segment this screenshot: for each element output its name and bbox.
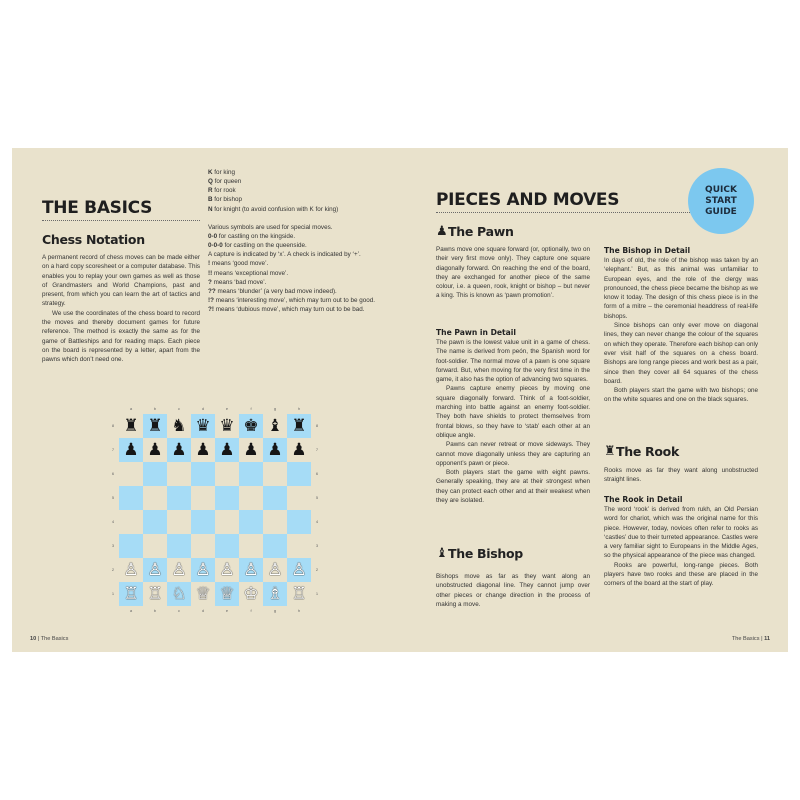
board-square [287, 438, 311, 462]
notation-symbol: ! [208, 260, 211, 268]
board-square [143, 414, 167, 438]
chess-piece: ♖ [123, 584, 139, 604]
board-square [119, 486, 143, 510]
notation-meaning: means ‘dubious move’, which may turn out to be bad. [213, 306, 365, 314]
rank-label: 2 [315, 567, 319, 572]
chess-piece: ♙ [219, 560, 235, 580]
file-label: h [297, 608, 301, 613]
board-square [191, 558, 215, 582]
board-square [143, 582, 167, 606]
board-square [215, 582, 239, 606]
chess-piece: ♚ [243, 416, 259, 436]
board-square [215, 438, 239, 462]
bishop-detail [604, 256, 758, 405]
piece-letter-item [208, 195, 378, 204]
board-square [167, 582, 191, 606]
rank-label: 4 [315, 519, 319, 524]
board-square [239, 438, 263, 462]
symbol-item [208, 250, 378, 259]
board-square [167, 486, 191, 510]
badge-line: GUIDE [705, 206, 737, 217]
board-square [287, 414, 311, 438]
rook-detail-heading: The Rook in Detail [604, 495, 683, 504]
board-square [287, 462, 311, 486]
bishop-intro [436, 572, 590, 609]
rank-label: 1 [111, 591, 115, 596]
board-square [143, 438, 167, 462]
board-square [215, 462, 239, 486]
running-head: The Basics [731, 636, 760, 642]
paragraph: Both players start the game with two bishops; one on the white squares and one on the black squares. [604, 387, 758, 404]
board-square [119, 582, 143, 606]
rook-icon: ♜ [604, 444, 616, 459]
page-number: 10 [30, 636, 37, 642]
bishop-heading: The Bishop [448, 546, 523, 561]
rank-label: 3 [315, 543, 319, 548]
right-folio: The Basics | 11 [731, 636, 770, 642]
right-page [400, 148, 788, 652]
paragraph: The pawn is the lowest value unit in a game of chess. The name is derived from peón, the Spanish word for foot-soldier. The normal move of a pawn is one square forward. But, when moving for the very first time in the game, it also has the option of advancing two squares. [436, 339, 590, 384]
chess-piece: ♖ [147, 584, 163, 604]
chess-piece: ♟ [267, 440, 283, 460]
notation-meaning: A capture is indicated by ‘x’. A check is indicated by ‘+’. [208, 251, 361, 259]
paragraph: A permanent record of chess moves can be made either on a hard copy scoresheet or a computer database. This enables you to replay your own games as well as those of Grandmasters and World Champions, past and present, from which you can learn the art of tactics and strategy. [42, 254, 200, 308]
rank-label: 7 [111, 447, 115, 452]
board-square [215, 486, 239, 510]
board-square [239, 510, 263, 534]
paragraph: Pawns move one square forward (or, optionally, two on their very first move only). They capture one square diagonally forward. On reaching the end of the board, they are exchanged for another piece of the same colour, i.e. a queen, rook, knight or bishop – but never a king. This is known as ‘pawn promotion’. [436, 246, 590, 300]
notation-meaning: means ‘exceptional move’. [212, 269, 289, 277]
notation-symbol: K [208, 169, 213, 176]
chess-piece: ♙ [267, 560, 283, 580]
board-square [263, 462, 287, 486]
board-square [263, 534, 287, 558]
piece-letter-item [208, 177, 378, 186]
board-square [167, 438, 191, 462]
board-square [287, 558, 311, 582]
board-square [191, 438, 215, 462]
board-square [239, 414, 263, 438]
chess-piece: ♕ [219, 584, 235, 604]
page-number: 11 [764, 636, 770, 642]
chess-piece: ♙ [147, 560, 163, 580]
rook-heading: The Rook [616, 444, 679, 459]
symbols-intro: Various symbols are used for special moves. [208, 223, 333, 231]
chess-piece: ♟ [123, 440, 139, 460]
chess-piece: ♛ [219, 416, 235, 436]
file-label: d [201, 406, 205, 411]
paragraph: Rooks are powerful, long-range pieces. Both players have two rooks and these are placed in the corners of the board at the start of play. [604, 561, 758, 588]
file-label: d [201, 608, 205, 613]
notation-meaning: means ‘bad move’. [211, 278, 267, 286]
file-label: g [273, 406, 277, 411]
piece-letter-item [208, 205, 378, 214]
board-square [287, 534, 311, 558]
chess-piece: ♟ [195, 440, 211, 460]
chess-piece: ♟ [147, 440, 163, 460]
notation-meaning: for castling on the queenside. [222, 242, 307, 250]
board-square [239, 462, 263, 486]
board-square [167, 414, 191, 438]
notation-meaning: means ‘good move’. [210, 260, 269, 268]
pawn-heading: The Pawn [448, 224, 514, 239]
symbol-item [208, 232, 378, 241]
board-square [287, 510, 311, 534]
paragraph: The word ‘rook’ is derived from rukh, an Old Persian word for chariot, which was the original name for this piece. However, today, novices often refer to rooks as ‘castles’ due to their turreted appearance. Castles were a very familiar sight to Europeans in the Middle Ages, so the physical appearance of the piece was changed. [604, 506, 758, 560]
notation-symbol: N [208, 205, 213, 213]
board-square [119, 462, 143, 486]
board-square [239, 486, 263, 510]
pawn-icon: ♟ [436, 224, 448, 239]
board-square [167, 534, 191, 558]
board-square [191, 534, 215, 558]
chess-piece: ♕ [195, 584, 211, 604]
running-head: The Basics [40, 636, 69, 642]
chess-piece: ♘ [171, 584, 187, 604]
paragraph: Both players start the game with eight pawns. Generally speaking, they are at their strongest when they can protect each other and at their weakest when they are isolated. [436, 469, 590, 505]
paragraph: Pawns can never retreat or move sideways. They cannot move diagonally unless they are capturing an opponent’s pawn or piece. [436, 441, 590, 467]
symbol-item [208, 296, 378, 305]
rook-detail [604, 505, 758, 589]
chess-piece: ♖ [291, 584, 307, 604]
rook-intro [604, 466, 758, 485]
chess-piece: ♞ [171, 416, 187, 436]
chess-piece: ♗ [267, 584, 283, 604]
piece-letter-list [208, 168, 378, 214]
symbol-item [208, 241, 378, 250]
file-label: h [297, 406, 301, 411]
paragraph: We use the coordinates of the chess board to record the moves and thereby document games for future reference. The method is exactly the same as for the game of Battleships and for reading maps. Each piece on the board is represented by a letter, apart from the pawns which don’t need one. [42, 309, 200, 364]
file-label: g [273, 608, 277, 613]
symbol-list [208, 232, 378, 314]
symbol-item [208, 269, 378, 278]
notation-meaning: for castling on the kingside. [217, 232, 296, 240]
board-square [263, 510, 287, 534]
board-square [167, 462, 191, 486]
chess-piece: ♙ [291, 560, 307, 580]
board-square [215, 558, 239, 582]
rank-label: 1 [315, 591, 319, 596]
chess-piece: ♔ [243, 584, 259, 604]
chess-piece: ♙ [195, 560, 211, 580]
pawn-detail [436, 338, 590, 505]
chess-board [119, 414, 311, 606]
notation-symbol: !! [208, 269, 213, 277]
bishop-detail-heading: The Bishop in Detail [604, 246, 691, 255]
board-square [167, 510, 191, 534]
rank-label: 7 [315, 447, 319, 452]
file-label: c [178, 406, 180, 411]
file-label: e [225, 406, 229, 411]
chess-piece: ♜ [123, 416, 139, 436]
board-square [191, 510, 215, 534]
board-square [143, 486, 167, 510]
chess-piece: ♟ [291, 440, 307, 460]
rank-label: 5 [111, 495, 115, 500]
file-label: a [129, 608, 133, 613]
board-square [239, 582, 263, 606]
paragraph: Bishops move as far as they want along an unobstructed diagonal line. They cannot jump over other pieces or change direction in the process of making a move. [436, 573, 590, 608]
chess-piece: ♙ [123, 560, 139, 580]
paragraph: Pawns capture enemy pieces by moving one square diagonally forward. Think of a foot-soldier, marching into battle against an enemy foot-soldier. They both have shields to protect themselves from frontal blows, so they have to ‘stab’ each other at an oblique angle. [436, 385, 590, 439]
file-label: f [250, 406, 252, 411]
board-square [119, 414, 143, 438]
symbol-item [208, 287, 378, 296]
board-square [143, 558, 167, 582]
board-square [263, 558, 287, 582]
page-title: PIECES AND MOVES [436, 190, 620, 210]
file-label: f [250, 608, 252, 613]
notation-list [208, 168, 378, 314]
board-square [215, 510, 239, 534]
intro-text [42, 253, 200, 365]
rank-label: 8 [315, 423, 319, 428]
pawn-intro [436, 245, 590, 301]
board-square [263, 486, 287, 510]
chess-piece: ♙ [243, 560, 259, 580]
board-square [263, 582, 287, 606]
chess-piece: ♙ [171, 560, 187, 580]
board-square [239, 534, 263, 558]
board-square [239, 558, 263, 582]
board-square [119, 534, 143, 558]
rank-label: 6 [315, 471, 319, 476]
board-square [119, 438, 143, 462]
symbol-item [208, 278, 378, 287]
file-label: e [225, 608, 229, 613]
notation-symbol: ?! [208, 306, 214, 314]
chess-piece: ♟ [171, 440, 187, 460]
symbol-item [208, 305, 378, 314]
badge-line: QUICK [705, 184, 737, 195]
paragraph: In days of old, the role of the bishop was taken by an ‘elephant.’ But, as this animal was unfamiliar to European eyes, and the role of the clergy was pronounced, the chess piece became the bishop as we know it today. The design of this chess piece is in the form of a mitre – the ceremonial headdress of real-life bishops. [604, 257, 758, 320]
board-square [143, 534, 167, 558]
left-page [12, 148, 400, 652]
board-square [191, 462, 215, 486]
file-label: b [153, 406, 157, 411]
notation-symbol: 0-0-0 [208, 242, 223, 250]
rank-label: 8 [111, 423, 115, 428]
bishop-icon: ♝ [436, 546, 448, 561]
chess-piece: ♜ [147, 416, 163, 436]
chess-piece: ♛ [195, 416, 211, 436]
chess-piece: ♟ [243, 440, 259, 460]
board-square [191, 582, 215, 606]
notation-symbol: 0-0 [208, 232, 218, 240]
chess-piece: ♝ [267, 416, 283, 436]
paragraph: Rooks move as far they want along unobstructed straight lines. [604, 467, 758, 484]
notation-symbol: B [208, 196, 213, 204]
board-square [263, 438, 287, 462]
chess-piece: ♜ [291, 416, 307, 436]
board-square [167, 558, 191, 582]
board-square [143, 462, 167, 486]
notation-meaning: for king [212, 169, 235, 176]
notation-meaning: means ‘blunder’ (a very bad move indeed). [215, 287, 337, 295]
board-square [143, 510, 167, 534]
rank-label: 2 [111, 567, 115, 572]
board-square [215, 414, 239, 438]
title-rule [42, 220, 200, 221]
piece-letter-item [208, 168, 378, 177]
notation-symbol: R [208, 187, 213, 195]
section-heading: Chess Notation [42, 232, 145, 247]
file-label: b [153, 608, 157, 613]
file-label: c [178, 608, 180, 613]
piece-letter-item [208, 186, 378, 195]
rank-label: 4 [111, 519, 115, 524]
file-label: a [129, 406, 133, 411]
notation-meaning: for rook [212, 187, 236, 195]
rank-label: 5 [315, 495, 319, 500]
board-square [191, 414, 215, 438]
board-square [119, 510, 143, 534]
paragraph: Since bishops can only ever move on diagonal lines, they can never change the colour of the squares on which they operate. Therefore each bishop can only ever visit half of the squares on a chess board. Bishops are long range pieces and work best as a pair, since then they cover all 64 squares of the chess board. [604, 322, 758, 385]
left-folio: 10 | The Basics [30, 636, 69, 642]
notation-meaning: means ‘interesting move’, which may turn out to be good. [213, 297, 375, 305]
pawn-detail-heading: The Pawn in Detail [436, 328, 516, 337]
badge-line: START [705, 195, 737, 206]
board-square [287, 582, 311, 606]
board-square [287, 486, 311, 510]
chess-piece: ♟ [219, 440, 235, 460]
notation-meaning: for knight (to avoid confusion with K for king) [212, 205, 339, 213]
symbol-item [208, 259, 378, 268]
board-square [191, 486, 215, 510]
rank-label: 3 [111, 543, 115, 548]
notation-symbol: ? [208, 278, 212, 286]
notation-meaning: for queen [212, 178, 242, 186]
quick-start-guide-badge [688, 168, 754, 234]
page-title: THE BASICS [42, 198, 153, 218]
board-square [119, 558, 143, 582]
rank-label: 6 [111, 471, 115, 476]
title-rule [436, 212, 724, 213]
notation-meaning: for bishop [212, 196, 242, 204]
board-square [263, 414, 287, 438]
notation-symbol: ?? [208, 287, 216, 295]
notation-symbol: Q [208, 178, 213, 186]
book-spread [12, 148, 788, 652]
board-square [215, 534, 239, 558]
notation-symbol: !? [208, 297, 214, 305]
